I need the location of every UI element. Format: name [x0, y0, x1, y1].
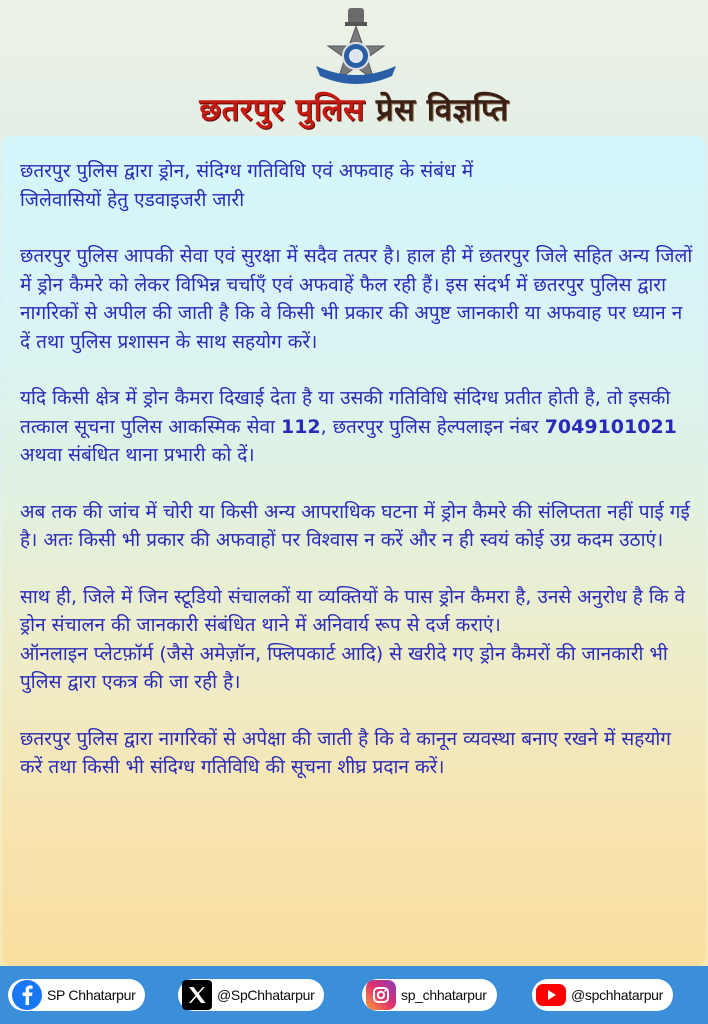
notice-paragraph-6: छतरपुर पुलिस द्वारा नागरिकों से अपेक्षा की जाती है कि वे कानून व्यवस्था बनाए रखने में सहयोग करें तथा किसी भी संदिग्ध गतिविधि की सूचना शीघ्र प्रदान करें। [20, 727, 671, 778]
facebook-icon [12, 980, 42, 1010]
notice-paragraph-1: छतरपुर पुलिस आपकी सेवा एवं सुरक्षा में सदैव तत्पर है। हाल ही में छतरपुर जिले सहित अन्य जिलों में ड्रोन कैमरे को लेकर विभिन्न चर्चाएँ एवं अफवाहें फैल रही हैं। इस संदर्भ में छतरपुर पुलिस द्वारा नागरिकों से अपील की जाती है कि वे किसी भी प्रकार की अपुष्ट जानकारी या अफवाह पर ध्यान न दें तथा पुलिस प्रशासन के साथ सहयोग करें। [20, 245, 693, 353]
twitter-link[interactable] [178, 978, 324, 1012]
para2-text-c: अथवा संबंधित थाना प्रभारी को दें। [20, 444, 255, 466]
emergency-number: 112 [280, 415, 321, 438]
x-icon [182, 980, 212, 1010]
notice-heading-line1: छतरपुर पुलिस द्वारा ड्रोन, संदिग्ध गतिविधि एवं अफवाह के संबंध में [20, 160, 474, 182]
header [0, 0, 708, 135]
instagram-icon [366, 980, 396, 1010]
youtube-icon [536, 984, 566, 1006]
notice-paragraph-2 [20, 384, 696, 470]
facebook-handle: SP Chhatarpur [47, 987, 136, 1003]
youtube-handle: @spchhatarpur [571, 987, 664, 1003]
youtube-link[interactable] [532, 978, 673, 1012]
title-press-release: प्रेस विज्ञप्ति [375, 92, 509, 128]
twitter-handle: @SpChhatarpur [217, 987, 315, 1003]
notice-paragraph-4: साथ ही, जिले में जिन स्टूडियो संचालकों या व्यक्तियों के पास ड्रोन कैमरा है, उनसे अनुरोध है कि वे ड्रोन संचालन की जानकारी संबंधित थाने में अनिवार्य रूप से दर्ज कराएं। [20, 585, 686, 636]
press-release-title [0, 88, 708, 130]
title-chhatarpur-police: छतरपुर पुलिस [199, 92, 365, 128]
notice-paragraph-5: ऑनलाइन प्लेटफ़ॉर्म (जैसे अमेज़ॉन, फ्लिपकार्ट आदि) से खरीदे गए ड्रोन कैमरों की जानकारी भी पुलिस द्वारा एकत्र की जा रही है। [20, 642, 668, 693]
instagram-handle: sp_chhatarpur [401, 987, 487, 1003]
police-emblem-icon [308, 6, 404, 88]
notice-heading-line2: जिलेवासियों हेतु एडवाइजरी जारी [20, 188, 245, 211]
para2-text-b: , छतरपुर पुलिस हेल्पलाइन नंबर [320, 415, 545, 438]
para2-text-a: यदि किसी क्षेत्र में ड्रोन कैमरा दिखाई देता है या उसकी गतिविधि संदिग्ध प्रतीत होती है, तो इसकी तत्काल सूचना पुलिस आकस्मिक सेवा [20, 387, 671, 438]
facebook-link[interactable] [8, 978, 145, 1012]
notice-body [20, 157, 696, 782]
notice-paragraph-3: अब तक की जांच में चोरी या किसी अन्य आपराधिक घटना में ड्रोन कैमरे की संलिप्तता नहीं पाई गई है। अतः किसी भी प्रकार की अफवाहों पर विश्वास न करें और न ही स्वयं कोई उग्र कदम उठाएं। [20, 500, 690, 551]
instagram-link[interactable] [362, 978, 497, 1012]
helpline-number: 7049101021 [544, 415, 677, 438]
